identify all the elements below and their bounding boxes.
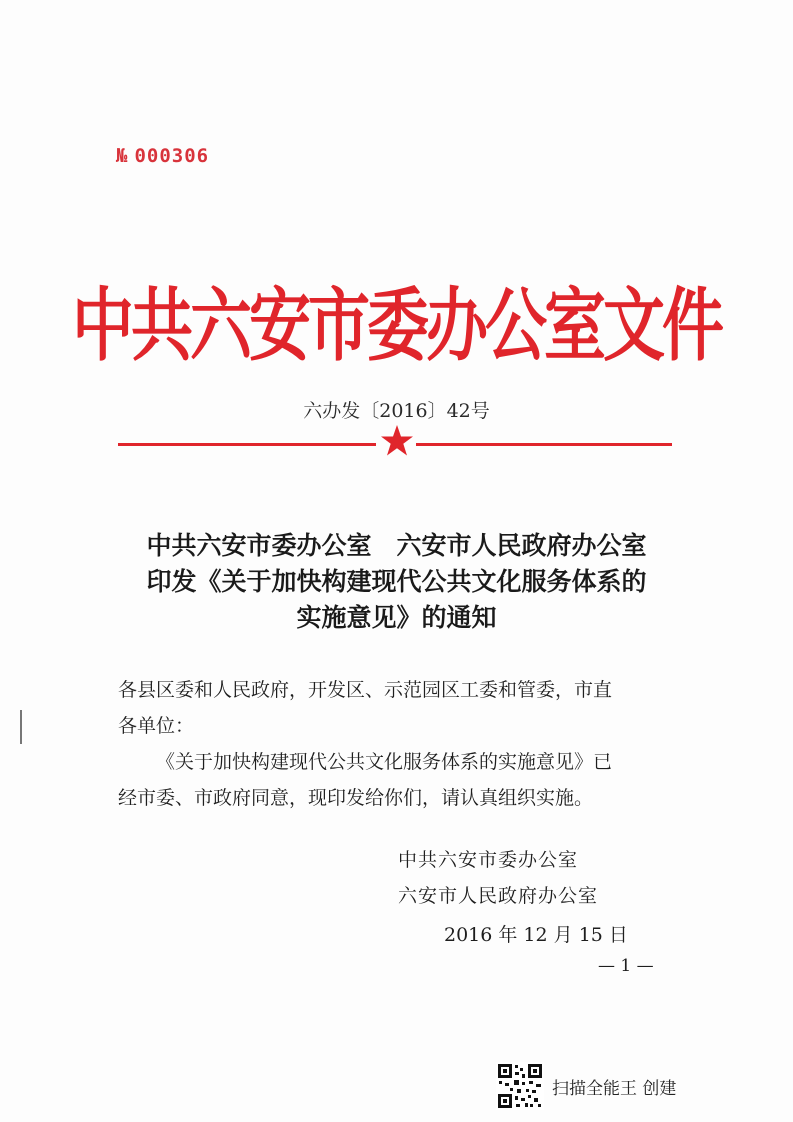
notice-title [0,528,793,636]
scanner-watermark [496,1062,676,1110]
addressee-line-1: 各县区委和人民政府，开发区、示范园区工委和管委，市直 [118,679,613,701]
red-rule-right [416,443,672,446]
signature-block [398,842,598,914]
page-number: — 1 — [598,956,654,976]
notice-body [118,672,678,816]
signature-org-1: 中共六安市委办公室 [398,849,579,871]
margin-mark [20,710,22,744]
watermark-text: 扫描全能王 创建 [552,1078,677,1099]
red-star-icon [380,424,414,458]
qr-code-icon [496,1062,544,1110]
notice-title-line-1: 中共六安市委办公室 六安市人民政府办公室 [146,531,647,560]
serial-number [116,145,209,167]
signature-date: 2016 年 12 月 15 日 [444,924,628,946]
document-header-title: 中共六安市委办公室文件 [71,278,721,373]
notice-title-line-2: 印发《关于加快构建现代公共文化服务体系的 [146,567,647,596]
serial-prefix: № [116,145,129,167]
signature-org-2: 六安市人民政府办公室 [398,885,599,907]
serial-value: 000306 [134,145,210,167]
addressee-line-2: 各单位： [118,715,195,737]
content-line-1: 《关于加快构建现代公共文化服务体系的实施意见》已 [156,751,613,773]
content-line-2: 经市委、市政府同意，现印发给你们，请认真组织实施。 [118,787,594,809]
notice-title-line-3: 实施意见》的通知 [296,603,497,632]
red-rule-left [118,443,376,446]
document-number: 六办发〔2016〕42号 [303,400,490,422]
